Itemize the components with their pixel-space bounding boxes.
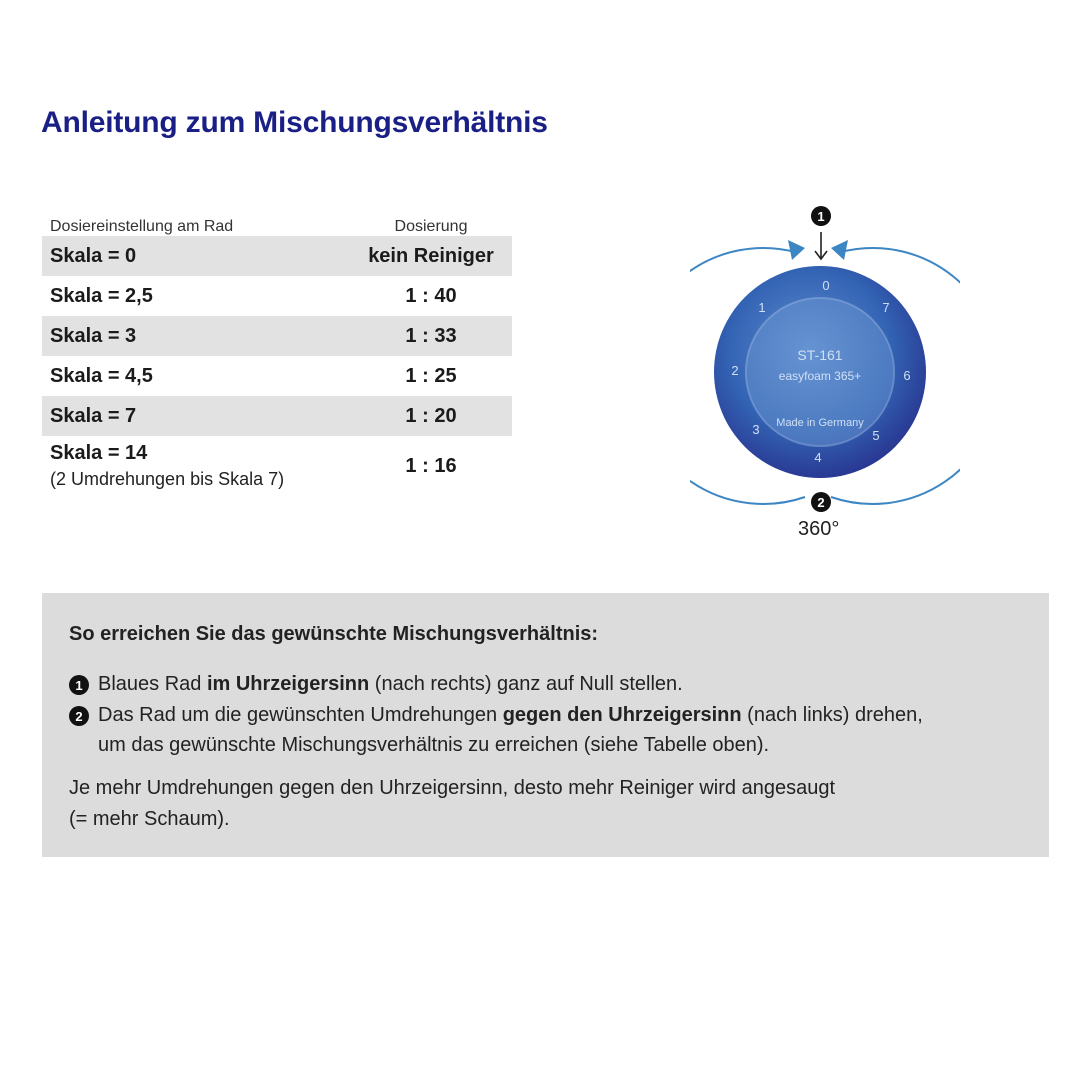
setting-cell: Skala = 4,5 [50,364,153,387]
table-row [42,396,512,436]
svg-text:ST-161: ST-161 [797,347,843,363]
instructions-box [42,593,1049,857]
step-1-badge: 1 [811,206,831,226]
step-badge: 1 [69,675,89,695]
page-title: Anleitung zum Mischungsverhältnis [41,106,548,139]
step-text: Das Rad um die gewünschten Umdrehungen [98,704,503,726]
dial-graphic [690,200,960,520]
table-row [42,436,512,496]
note-line: (= mehr Schaum). [69,808,230,830]
table-row [42,316,512,356]
instructions-note [69,773,969,835]
step-text: um das gewünschte Mischungsverhältnis zu erreichen (siehe Tabelle oben). [98,734,770,756]
table-row [42,356,512,396]
dosage-cell: 1 : 16 [405,454,457,477]
instruction-step-2 [69,704,923,760]
svg-text:5: 5 [872,428,880,443]
dosage-table [42,210,512,496]
setting-note: (2 Umdrehungen bis Skala 7) [50,469,285,489]
svg-text:7: 7 [882,300,890,315]
step-text: (nach links) drehen, [741,704,923,726]
dosage-cell: 1 : 25 [405,364,457,387]
instructions-heading: So erreichen Sie das gewünschte Mischungsverhältnis: [69,623,599,645]
svg-text:easyfoam 365+: easyfoam 365+ [778,369,862,383]
setting-cell: Skala = 0 [50,244,137,267]
rotation-degrees: 360° [798,518,840,540]
svg-text:Made in Germany: Made in Germany [776,417,864,429]
header-dosage: Dosierung [394,218,468,235]
step-emphasis: gegen den Uhrzeigersinn [502,704,742,726]
svg-text:0: 0 [822,278,830,293]
setting-cell: Skala = 7 [50,404,137,427]
svg-text:6: 6 [903,368,911,383]
table-row [42,236,512,276]
svg-text:2: 2 [731,363,739,378]
svg-text:4: 4 [814,450,822,465]
instruction-step-1 [69,673,683,699]
step-text: Blaues Rad [98,673,207,695]
svg-text:1: 1 [758,300,766,315]
setting-value: Skala = 14 [50,442,148,464]
dosage-cell: 1 : 33 [405,324,457,347]
dosage-cell: kein Reiniger [368,244,494,267]
pointer-arrow-icon [815,232,827,259]
svg-text:3: 3 [752,422,760,437]
setting-cell: Skala = 2,5 [50,284,153,307]
dosage-cell: 1 : 20 [405,404,457,427]
step-2-badge: 2 [811,492,831,512]
table-header [42,210,512,236]
setting-cell [42,442,350,490]
dosing-wheel-illustration [690,200,960,550]
step-text: (nach rechts) ganz auf Null stellen. [369,673,683,695]
table-row [42,276,512,316]
step-emphasis: im Uhrzeigersinn [206,673,370,695]
header-setting: Dosiereinstellung am Rad [50,218,234,235]
setting-cell: Skala = 3 [50,324,137,347]
dosage-cell: 1 : 40 [405,284,457,307]
step-badge: 2 [69,706,89,726]
note-line: Je mehr Umdrehungen gegen den Uhrzeigersinn, desto mehr Reiniger wird angesaugt [69,777,835,799]
